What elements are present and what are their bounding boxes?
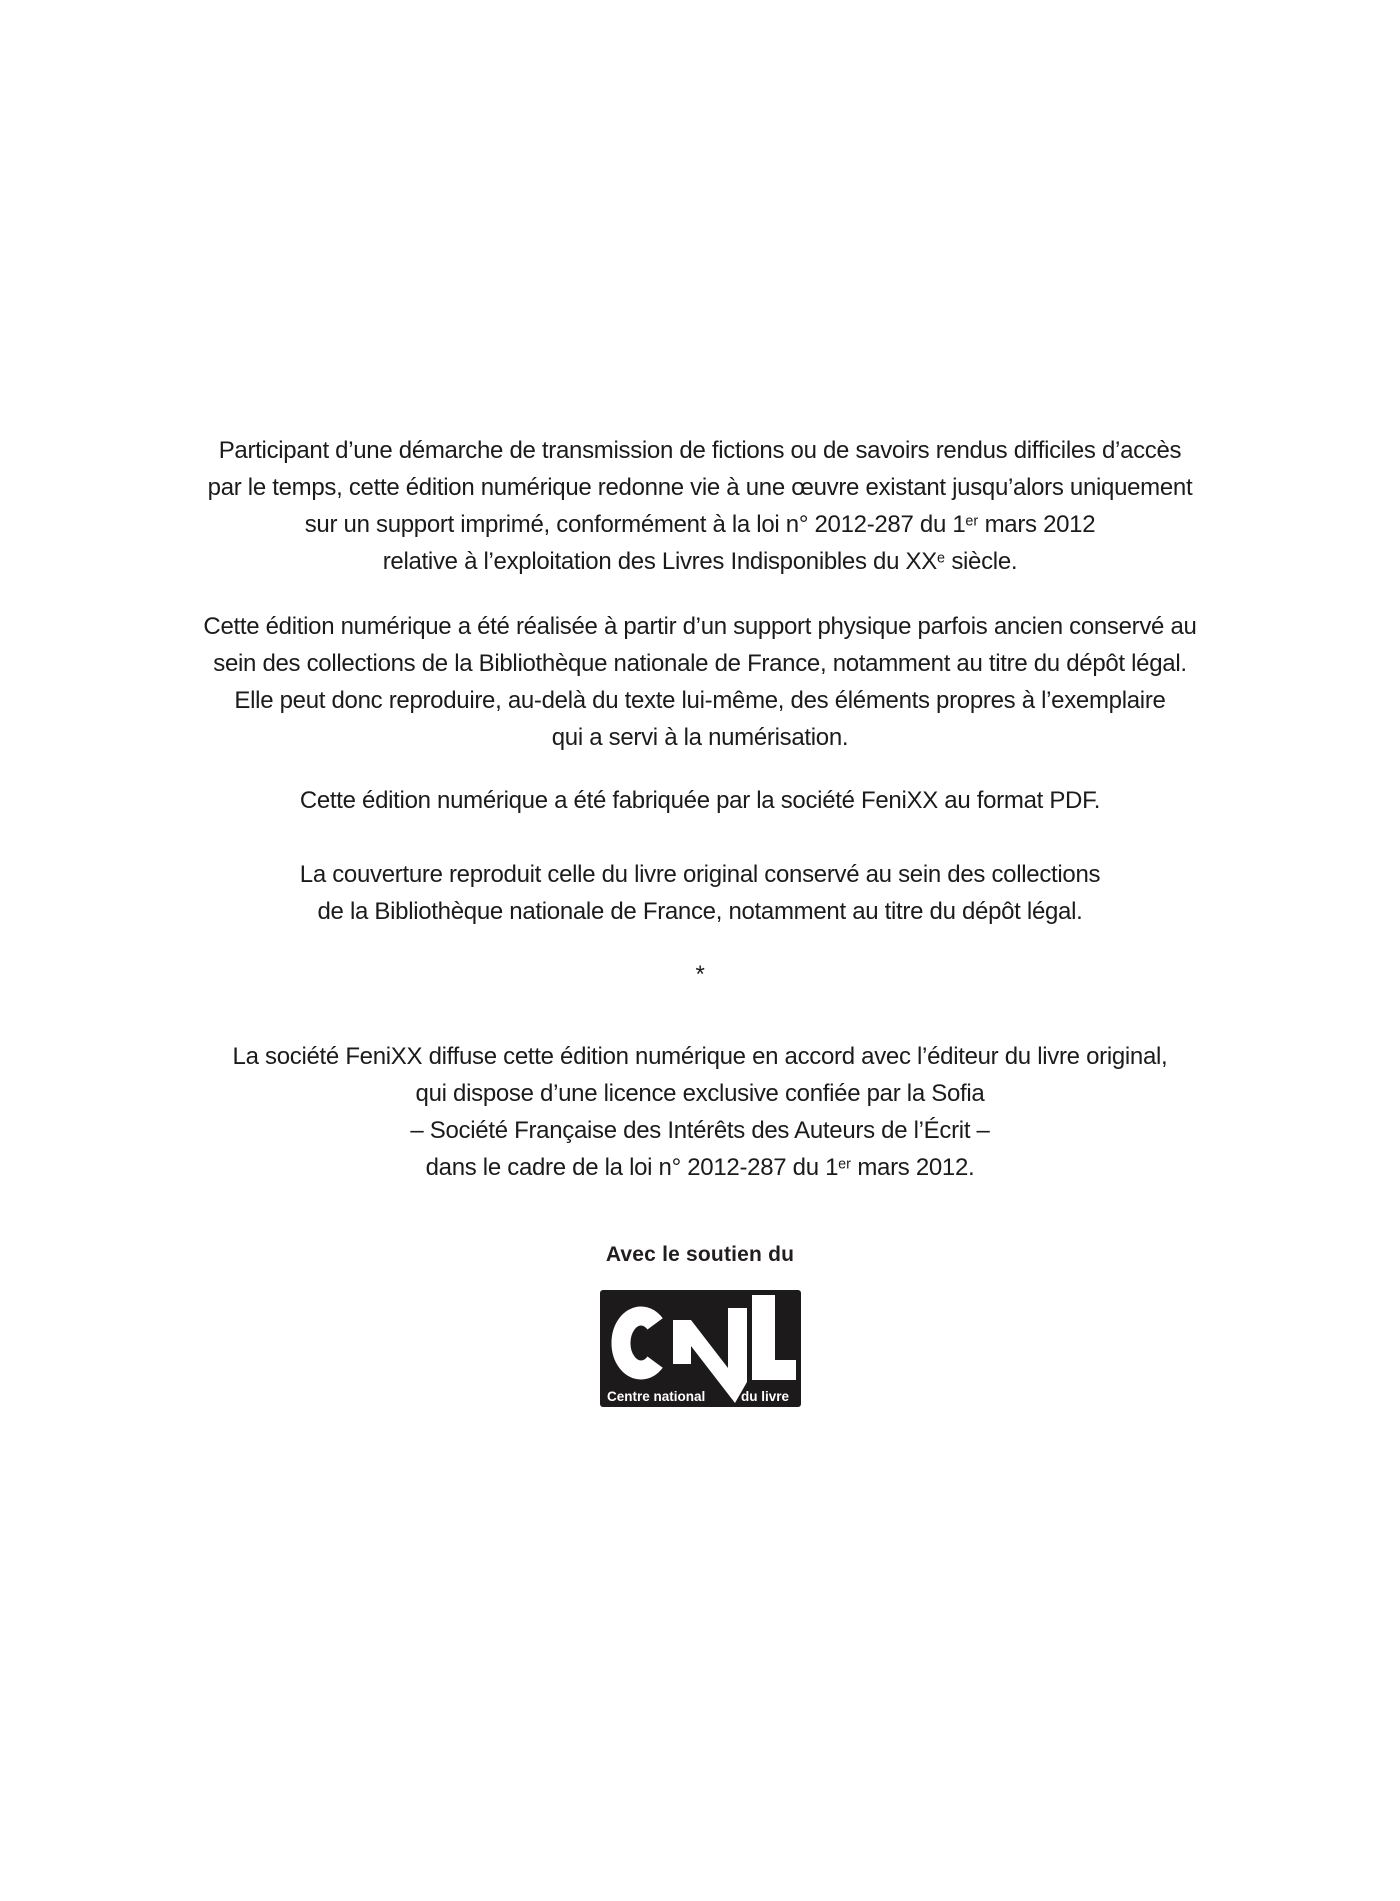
- text-line: qui dispose d’une licence exclusive confiée par la Sofia: [415, 1080, 985, 1107]
- text-line: dans le cadre de la loi n° 2012-287 du 1er mars 2012.: [425, 1154, 975, 1181]
- text-line: relative à l’exploitation des Livres Indisponibles du XXe siècle.: [382, 548, 1018, 575]
- cnl-caption-left: Centre national: [606, 1389, 705, 1404]
- support-section: [0, 1241, 1400, 1407]
- text-line: Cette édition numérique a été réalisée à partir d’un support physique parfois ancien conservé au: [203, 613, 1197, 640]
- text-line: Cette édition numérique a été fabriquée par la société FeniXX au format PDF.: [299, 787, 1101, 814]
- text-line: de la Bibliothèque nationale de France, notamment au titre du dépôt légal.: [317, 898, 1083, 925]
- text-line: *: [695, 961, 705, 988]
- text-line: qui a servi à la numérisation.: [551, 724, 849, 751]
- text-line: sur un support imprimé, conformément à la loi n° 2012-287 du 1er mars 2012: [304, 511, 1096, 538]
- text-line: La société FeniXX diffuse cette édition numérique en accord avec l’éditeur du livre original,: [232, 1043, 1168, 1070]
- document-body: [0, 432, 1400, 1186]
- paragraph: [0, 856, 1400, 930]
- paragraph: [0, 782, 1400, 819]
- text-line: – Société Française des Intérêts des Auteurs de l’Écrit –: [410, 1117, 990, 1144]
- paragraph: [0, 432, 1400, 580]
- paragraph: [0, 1038, 1400, 1186]
- cnl-logo: [600, 1290, 801, 1407]
- text-line: sein des collections de la Bibliothèque nationale de France, notamment au titre du dépôt légal.: [213, 650, 1187, 677]
- cnl-caption-right: du livre: [740, 1389, 789, 1404]
- text-line: Participant d’une démarche de transmission de fictions ou de savoirs rendus difficiles d’accès: [218, 437, 1182, 464]
- support-label: Avec le soutien du: [605, 1243, 795, 1266]
- text-line: par le temps, cette édition numérique redonne vie à une œuvre existant jusqu’alors uniquement: [207, 474, 1193, 501]
- text-line: Elle peut donc reproduire, au-delà du texte lui-même, des éléments propres à l’exemplaire: [234, 687, 1166, 714]
- separator-asterisk: [0, 956, 1400, 993]
- text-line: La couverture reproduit celle du livre original conservé au sein des collections: [299, 861, 1101, 888]
- paragraph: [0, 608, 1400, 756]
